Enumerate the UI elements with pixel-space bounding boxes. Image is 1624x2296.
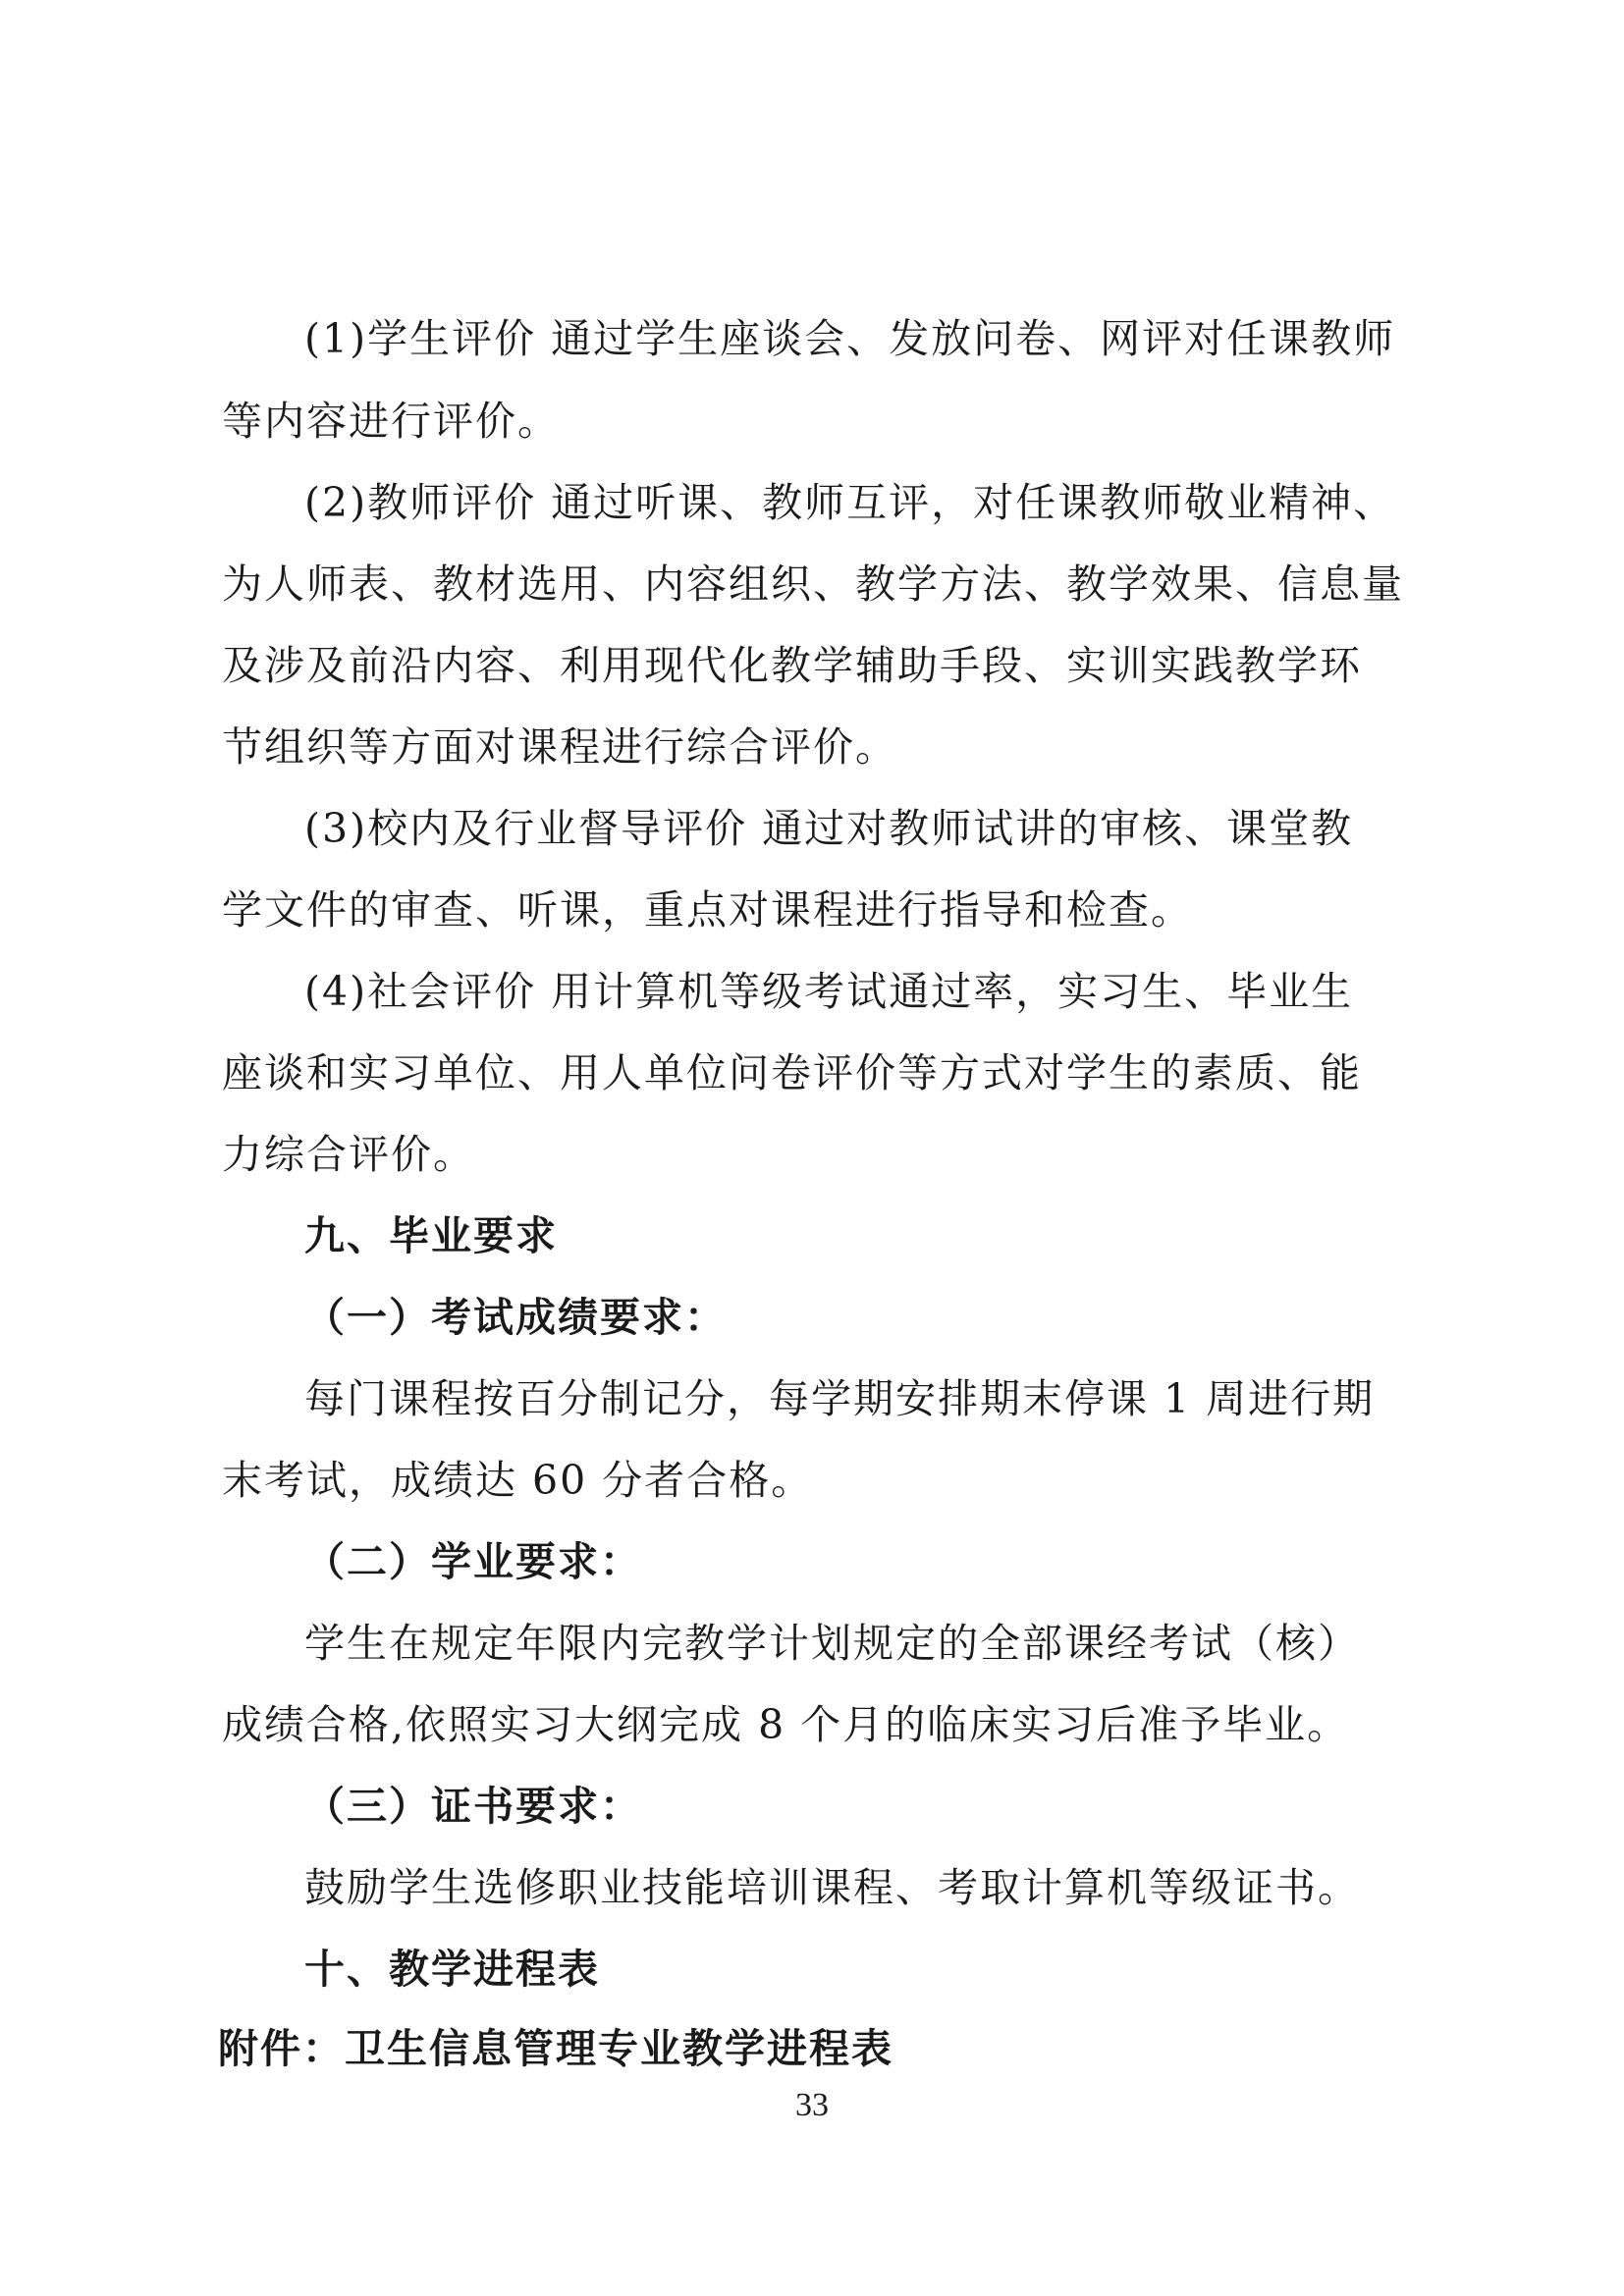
- section-9-3-heading: （三）证书要求：: [304, 1783, 642, 1830]
- evaluation-3-line-2: 学文件的审查、听课，重点对课程进行指导和检查。: [222, 886, 1193, 934]
- page-number: 33: [795, 2087, 829, 2123]
- attachment-line: 附件：卫生信息管理专业教学进程表: [218, 2025, 893, 2072]
- certificate-paragraph-line-1: 鼓励学生选修职业技能培训课程、考取计算机等级证书。: [304, 1864, 1360, 1911]
- evaluation-1-line-2: 等内容进行评价。: [222, 398, 560, 445]
- evaluation-4-line-2: 座谈和实习单位、用人单位问卷评价等方式对学生的素质、能: [222, 1049, 1362, 1096]
- section-9-1-heading: （一）考试成绩要求：: [304, 1294, 727, 1341]
- exam-paragraph-line-2: 末考试，成绩达 60 分者合格。: [222, 1457, 814, 1504]
- section-9-heading: 九、毕业要求: [304, 1212, 558, 1259]
- evaluation-1-line-1: (1)学生评价 通过学生座谈会、发放问卷、网评对任课教师: [304, 315, 1396, 362]
- evaluation-2-line-4: 节组织等方面对课程进行综合评价。: [222, 723, 897, 771]
- evaluation-2-line-1: (2)教师评价 通过听课、教师互评，对任课教师敬业精神、: [304, 479, 1396, 526]
- academic-paragraph-line-2: 成绩合格,依照实习大纲完成 8 个月的临床实习后准予毕业。: [222, 1701, 1350, 1748]
- academic-paragraph-line-1: 学生在规定年限内完教学计划规定的全部课经考试（核）: [304, 1620, 1360, 1667]
- evaluation-4-line-3: 力综合评价。: [222, 1131, 475, 1178]
- evaluation-2-line-2: 为人师表、教材选用、内容组织、教学方法、教学效果、信息量: [222, 561, 1404, 608]
- exam-paragraph-line-1: 每门课程按百分制记分，每学期安排期末停课 1 周进行期: [304, 1375, 1376, 1422]
- evaluation-3-line-1: (3)校内及行业督导评价 通过对教师试讲的审核、课堂教: [304, 805, 1354, 852]
- section-9-2-heading: （二）学业要求：: [304, 1538, 642, 1585]
- evaluation-4-line-1: (4)社会评价 用计算机等级考试通过率，实习生、毕业生: [304, 968, 1354, 1015]
- evaluation-2-line-3: 及涉及前沿内容、利用现代化教学辅助手段、实训实践教学环: [222, 642, 1362, 689]
- section-10-heading: 十、教学进程表: [304, 1946, 600, 1993]
